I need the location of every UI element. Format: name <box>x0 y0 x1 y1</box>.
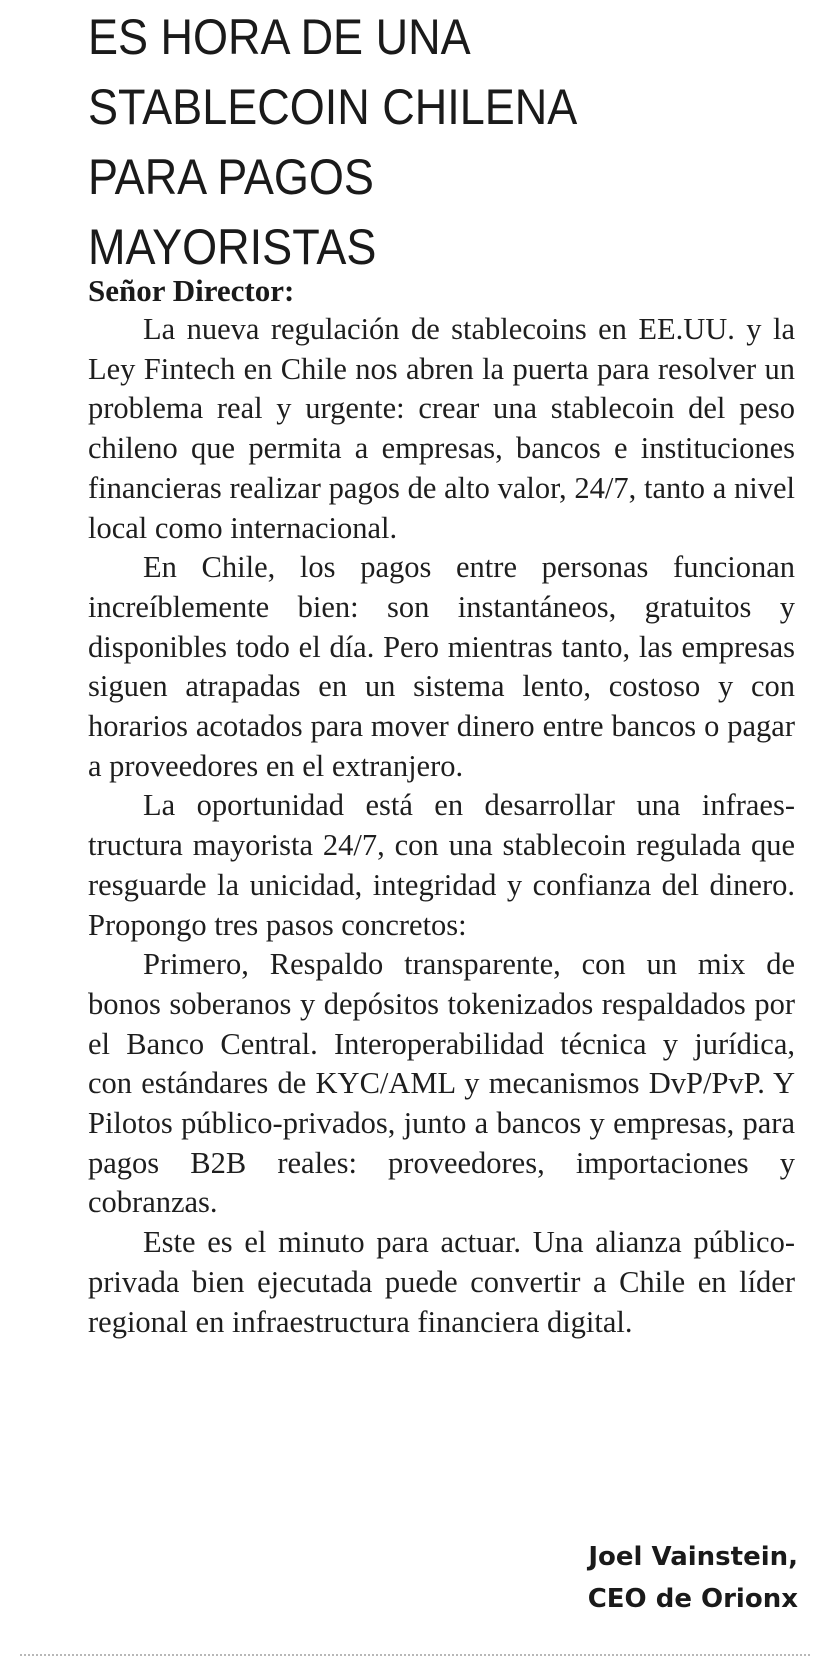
headline-line: ES HORA DE UNA <box>88 9 471 65</box>
signature-title: CEO de Orionx <box>587 1584 798 1614</box>
paragraph: En Chile, los pagos entre personas funcionan increíblemente bien: son instantáneos, gratuitos y disponibles todo el día. Pero mientras tanto, las empresas siguen atrapadas en un sistema lento, costoso y con horarios acotados para mover dinero entre bancos o pagar a proveedores en el extranjero. <box>88 550 795 783</box>
headline-line: STABLECOIN CHILENA <box>88 79 578 135</box>
letter-body <box>88 310 795 1342</box>
paragraph: Primero, Respaldo transparente, con un mix de bonos soberanos y depósitos tokenizados respaldados por el Banco Central. Interoperabilidad técnica y jurídica, con estándares de KYC/AML y mecanismos DvP/PvP. Y Pilotos público-privados, junto a bancos y empresas, para pagos B2B reales: proveedores, importaciones y cobranzas. <box>88 947 795 1220</box>
headline-line: PARA PAGOS <box>88 149 374 205</box>
paragraph: La oportunidad está en desarrollar una infraestructura mayorista 24/7, con una stablecoin regulada que resguarde la unicidad, integridad y confianza del dinero. Propongo tres pasos concretos: <box>88 788 795 942</box>
headline <box>88 2 736 282</box>
paragraph: Este es el minuto para actuar. Una alianza público-privada bien ejecutada puede convertir a Chile en líder regional en infraestructura financiera digital. <box>88 1225 795 1339</box>
salutation: Señor Director: <box>88 273 295 308</box>
signature-name: Joel Vainstein, <box>588 1542 798 1572</box>
paragraph: La nueva regulación de stablecoins en EE.UU. y la Ley Fintech en Chile nos abren la puerta para resolver un problema real y urgente: crear una stablecoin del peso chileno que permita a empresas, bancos e instituciones financieras realizar pagos de alto valor, 24/7, tanto a nivel local como internacional. <box>88 312 795 545</box>
signature <box>588 1536 798 1620</box>
headline-line: MAYORISTAS <box>88 219 377 275</box>
bottom-divider <box>20 1654 810 1656</box>
